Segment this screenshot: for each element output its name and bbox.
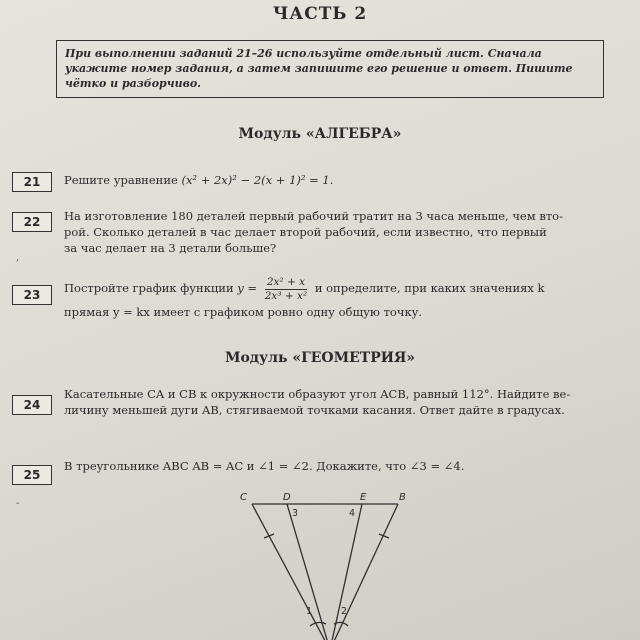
- task-23-pre: Постройте график функции: [64, 281, 234, 295]
- task-23-y-eq: y =: [237, 281, 258, 295]
- task-22-line-2: рой. Сколько деталей в час делает второй рабочий, если известно, что первый: [64, 225, 547, 239]
- task-number-21: 21: [12, 172, 52, 192]
- segment-da: [287, 504, 330, 640]
- task-25-text: В треугольнике ABC AB = AC и ∠1 = ∠2. Докажите, что ∠3 = ∠4.: [64, 459, 465, 473]
- task-22-line-1: На изготовление 180 деталей первый рабочий тратит на 3 часа меньше, чем вто-: [64, 209, 563, 223]
- task-24-line-1: Касательные CA и CB к окружности образуют угол ACB, равный 112°. Найдите ве-: [64, 387, 571, 401]
- task-number-22: 22: [12, 212, 52, 232]
- task-24-line-2: личину меньшей дуги AB, стягиваемой точками касания. Ответ дайте в градусах.: [64, 403, 565, 417]
- task-23-line-2: прямая y = kx имеет с графиком ровно одну общую точку.: [64, 305, 423, 319]
- label-angle-2: 2: [341, 606, 348, 617]
- module-algebra-heading: Модуль «АЛГЕБРА»: [238, 126, 402, 142]
- label-point-d: D: [283, 492, 291, 503]
- angle-arc-1: [310, 622, 326, 626]
- segment-ea: [330, 504, 362, 640]
- part-title: ЧАСТЬ 2: [272, 4, 368, 24]
- task-22-line-3: за час делает на 3 детали больше?: [64, 241, 277, 255]
- label-point-c: C: [240, 492, 247, 503]
- label-angle-3: 3: [292, 508, 299, 519]
- task-21-equation: (x² + 2x)² − 2(x + 1)² = 1.: [181, 173, 334, 187]
- task-23-numerator: 2x² + x: [265, 276, 307, 290]
- task-21-text: Решите уравнение: [64, 173, 178, 187]
- instructions-box: При выполнении заданий 21–26 используйте отдельный лист. Сначала укажите номер задания, а затем запишите его решение и ответ. Пишите чётко и разборчиво.: [56, 40, 604, 98]
- margin-tick: -: [16, 498, 20, 509]
- side-ca: [252, 504, 330, 640]
- module-geometry-heading: Модуль «ГЕОМЕТРИЯ»: [224, 350, 416, 366]
- task-23-denominator: 2x³ + x²: [264, 289, 308, 302]
- task-number-24: 24: [12, 395, 52, 415]
- task-23-post: и определите, при каких значениях k: [314, 281, 545, 295]
- task-number-23: 23: [12, 285, 52, 305]
- margin-tick: ,: [16, 252, 20, 263]
- label-point-b: B: [399, 492, 406, 503]
- side-ba: [330, 504, 398, 640]
- task-number-25: 25: [12, 465, 52, 485]
- label-angle-4: 4: [349, 508, 356, 519]
- label-angle-1: 1: [306, 606, 313, 617]
- label-point-e: E: [360, 492, 367, 503]
